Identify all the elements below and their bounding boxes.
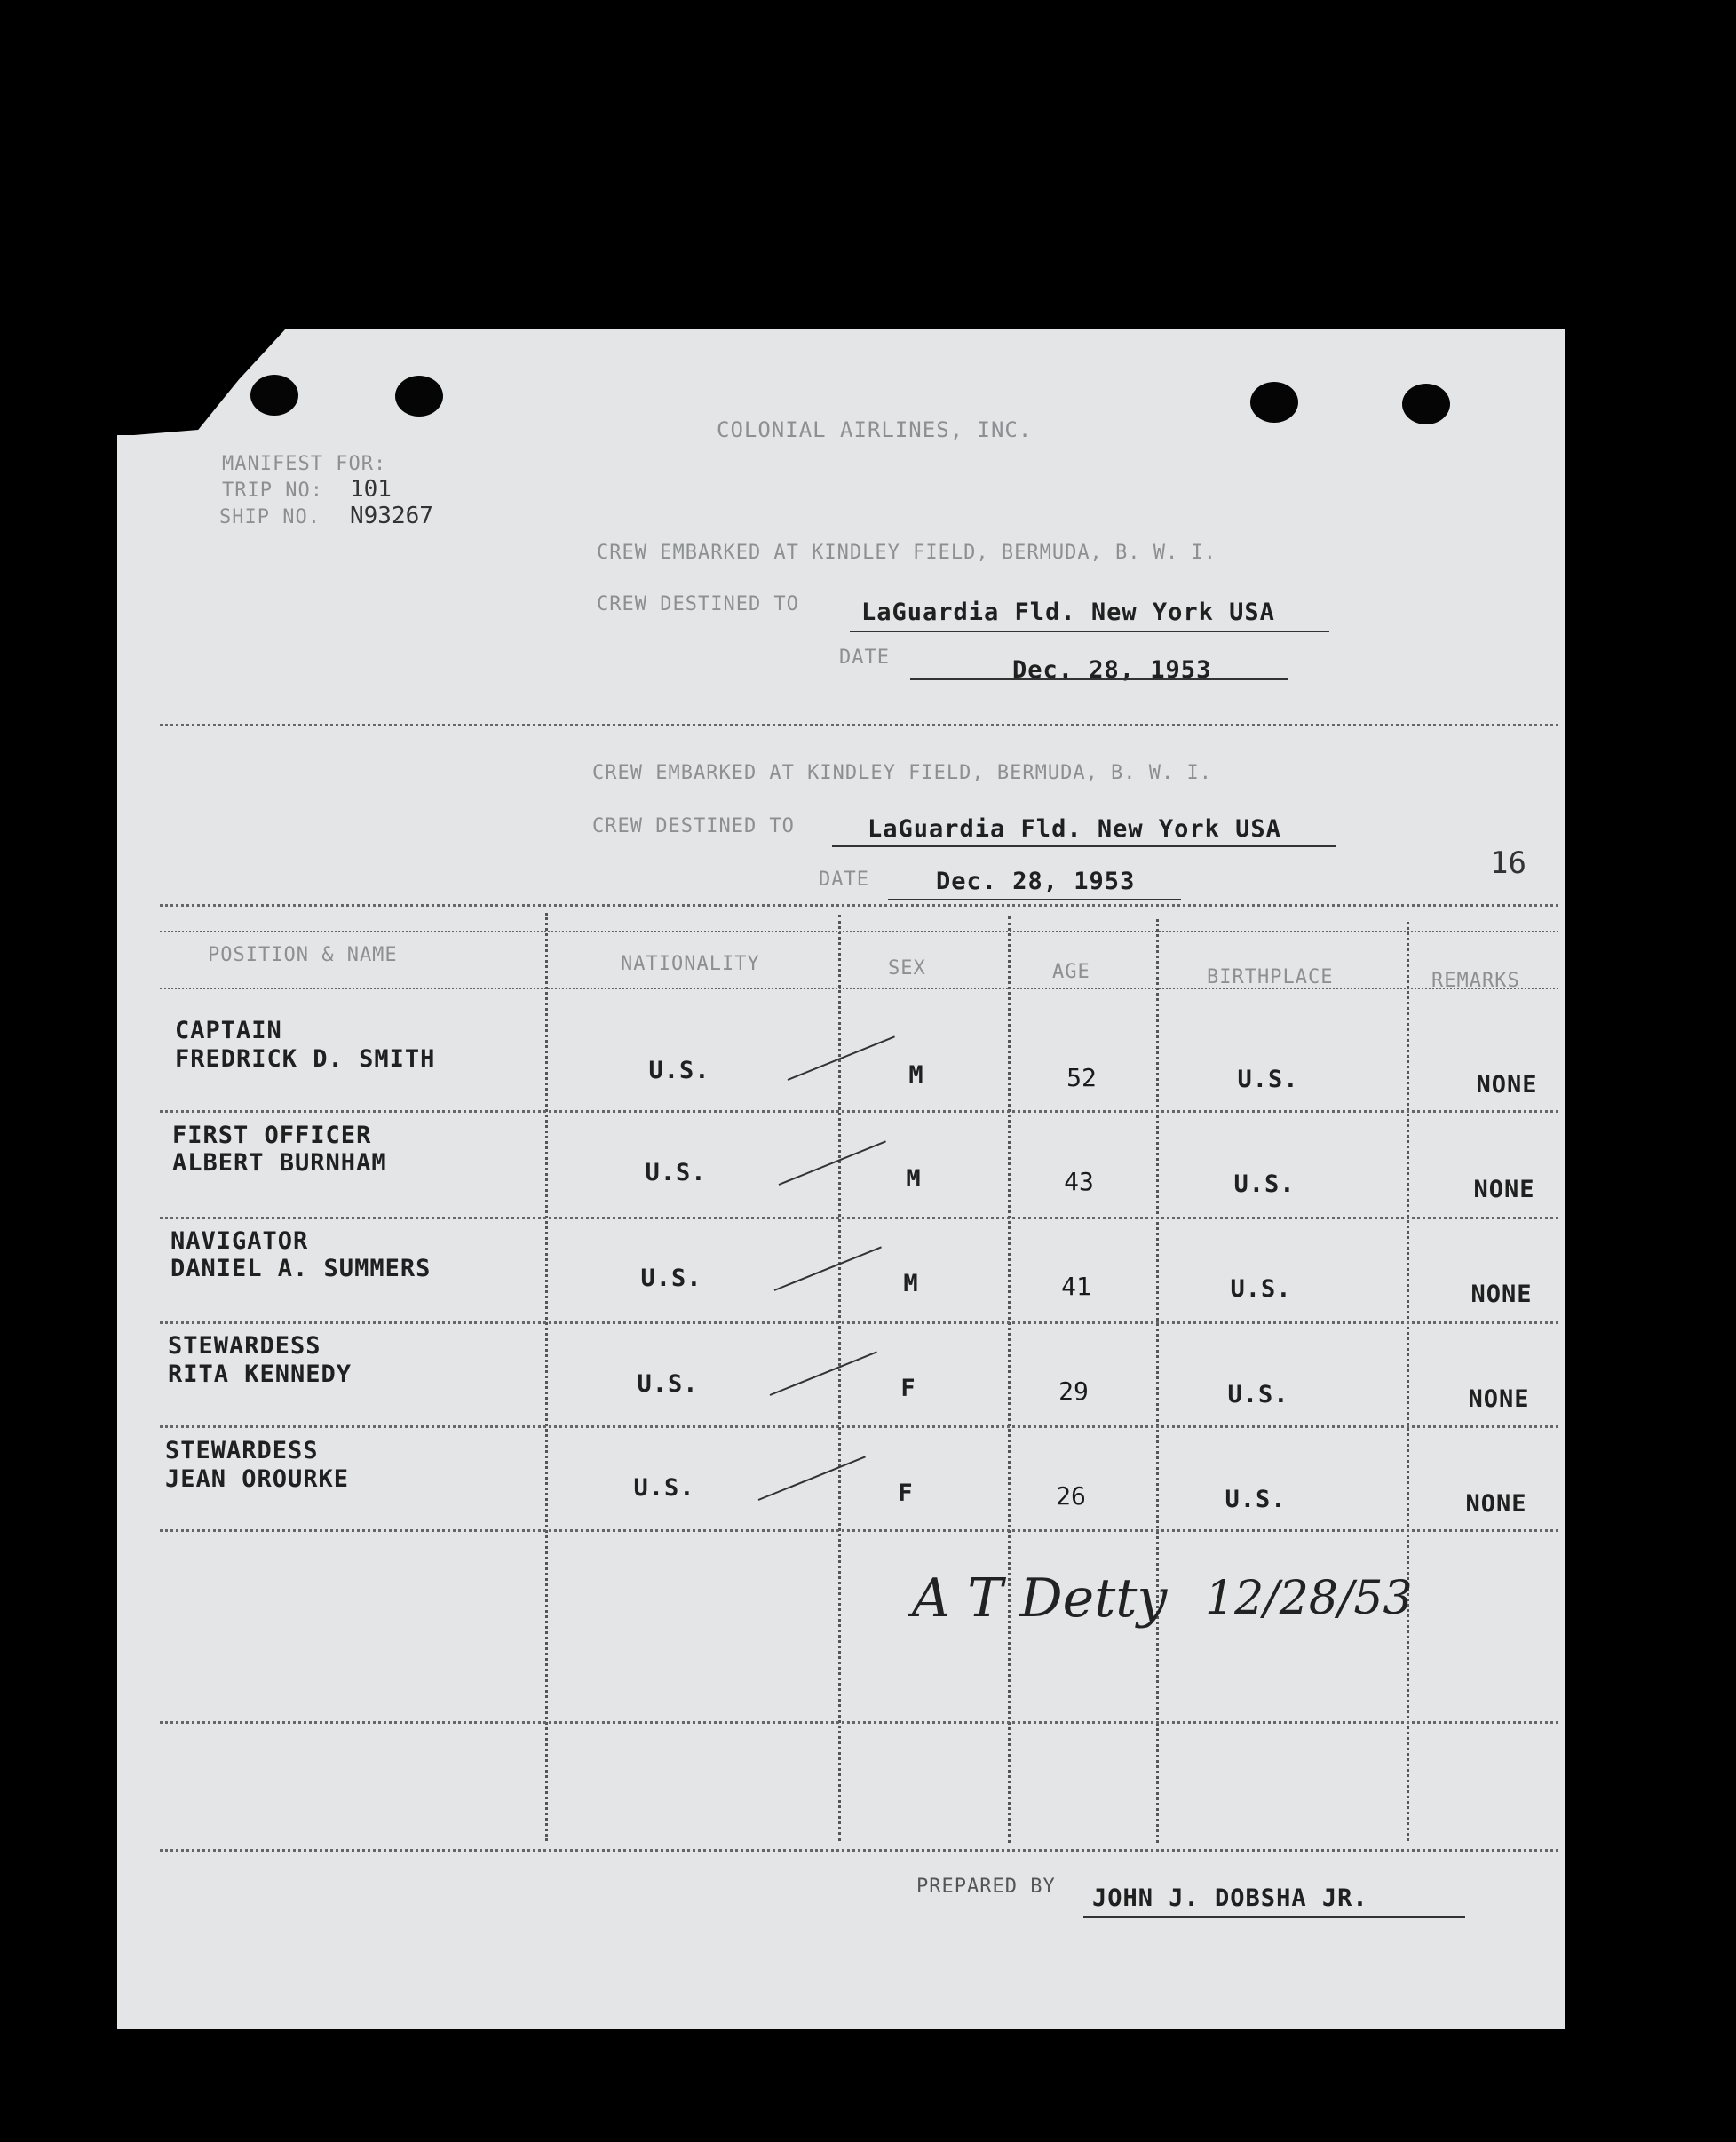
- crew-nationality: U.S.: [640, 1265, 702, 1292]
- crew-birthplace: U.S.: [1227, 1381, 1289, 1408]
- crew-sex: M: [908, 1061, 924, 1089]
- crew-age: 29: [1058, 1376, 1089, 1406]
- column-rule: [838, 915, 841, 1841]
- crew-birthplace: U.S.: [1233, 1170, 1296, 1198]
- crew-sex: F: [900, 1375, 916, 1402]
- check-mark: [758, 1456, 866, 1501]
- manifest-sheet: [117, 329, 1565, 2029]
- ship-number: N93267: [350, 503, 433, 529]
- column-rule: [1407, 922, 1409, 1841]
- crew-nationality: U.S.: [645, 1159, 707, 1186]
- manifest-label: MANIFEST FOR:: [222, 453, 387, 475]
- column-rule: [1156, 919, 1159, 1843]
- underline: [1083, 1916, 1465, 1918]
- crew-sex: F: [898, 1480, 914, 1507]
- crew-name: ALBERT BURNHAM: [172, 1149, 387, 1177]
- crew-birthplace: U.S.: [1237, 1066, 1299, 1093]
- crew-age: 43: [1064, 1167, 1094, 1196]
- punch-hole: [395, 376, 443, 416]
- row-rule: [160, 1721, 1558, 1724]
- crew-sex: M: [903, 1270, 919, 1297]
- crew-birthplace: U.S.: [1225, 1486, 1287, 1513]
- crew-name: DANIEL A. SUMMERS: [170, 1255, 432, 1282]
- crew-remarks: NONE: [1473, 1176, 1535, 1203]
- date-value-1: Dec. 28, 1953: [1012, 656, 1212, 684]
- table-top-rule: [160, 904, 1558, 907]
- date-label-2: DATE: [819, 869, 869, 891]
- crew-remarks: NONE: [1470, 1281, 1533, 1308]
- crew-name: FREDRICK D. SMITH: [175, 1045, 436, 1073]
- crew-remarks: NONE: [1465, 1490, 1527, 1518]
- destined-value-2: LaGuardia Fld. New York USA: [868, 815, 1281, 843]
- crew-position: NAVIGATOR: [170, 1227, 309, 1255]
- date-value-2: Dec. 28, 1953: [936, 868, 1136, 895]
- page-number: 16: [1490, 845, 1526, 881]
- row-rule: [160, 1529, 1558, 1532]
- date-label-1: DATE: [839, 647, 890, 669]
- crew-age: 26: [1056, 1481, 1086, 1511]
- embarked-line-1: CREW EMBARKED AT KINDLEY FIELD, BERMUDA, B. W. I.: [597, 542, 1217, 564]
- row-rule: [160, 1217, 1558, 1219]
- destined-label-2: CREW DESTINED TO: [592, 815, 795, 837]
- row-rule: [160, 1110, 1558, 1113]
- crew-position: FIRST OFFICER: [172, 1122, 372, 1149]
- column-rule: [1008, 916, 1011, 1843]
- crew-position: STEWARDESS: [168, 1332, 321, 1360]
- row-rule: [160, 1425, 1558, 1428]
- underline: [910, 678, 1288, 680]
- punch-hole: [1402, 384, 1450, 424]
- crew-age: 41: [1061, 1272, 1091, 1301]
- col-birthplace: BIRTHPLACE: [1207, 966, 1334, 988]
- crew-remarks: NONE: [1476, 1071, 1538, 1099]
- crew-nationality: U.S.: [648, 1057, 710, 1084]
- row-rule: [160, 1321, 1558, 1324]
- crew-name: RITA KENNEDY: [168, 1361, 353, 1388]
- underline: [850, 631, 1329, 632]
- trip-label: TRIP NO:: [222, 480, 323, 502]
- col-age: AGE: [1052, 961, 1090, 983]
- col-remarks: REMARKS: [1431, 970, 1520, 992]
- signature-date: 12/28/53: [1205, 1572, 1413, 1625]
- punch-hole: [1250, 382, 1298, 423]
- col-position-name: POSITION & NAME: [208, 944, 398, 966]
- underline: [832, 845, 1336, 847]
- crew-nationality: U.S.: [637, 1370, 699, 1398]
- col-sex: SEX: [888, 957, 926, 980]
- crew-name: JEAN OROURKE: [165, 1465, 350, 1493]
- ship-label: SHIP NO.: [219, 506, 321, 528]
- column-rule: [545, 913, 548, 1841]
- table-top-rule: [160, 931, 1558, 932]
- destined-label-1: CREW DESTINED TO: [597, 593, 799, 615]
- table-bottom-rule: [160, 1849, 1558, 1852]
- crew-sex: M: [906, 1165, 922, 1193]
- crew-remarks: NONE: [1468, 1385, 1530, 1413]
- prepared-by-name: JOHN J. DOBSHA JR.: [1092, 1884, 1368, 1912]
- prepared-by-label: PREPARED BY: [916, 1876, 1056, 1898]
- inspector-signature: A T Detty: [912, 1567, 1168, 1630]
- row-rule: [160, 988, 1558, 989]
- crew-nationality: U.S.: [633, 1474, 695, 1502]
- trip-number: 101: [350, 476, 392, 503]
- crew-position: STEWARDESS: [165, 1437, 319, 1464]
- divider: [160, 724, 1558, 726]
- company-name: COLONIAL AIRLINES, INC.: [717, 417, 1033, 442]
- punch-hole: [250, 375, 298, 416]
- crew-birthplace: U.S.: [1230, 1275, 1292, 1303]
- embarked-line-2: CREW EMBARKED AT KINDLEY FIELD, BERMUDA, B. W. I.: [592, 762, 1213, 784]
- crew-age: 52: [1066, 1063, 1097, 1092]
- destined-value-1: LaGuardia Fld. New York USA: [861, 599, 1275, 626]
- col-nationality: NATIONALITY: [621, 953, 760, 975]
- underline: [888, 899, 1181, 900]
- crew-position: CAPTAIN: [175, 1017, 282, 1044]
